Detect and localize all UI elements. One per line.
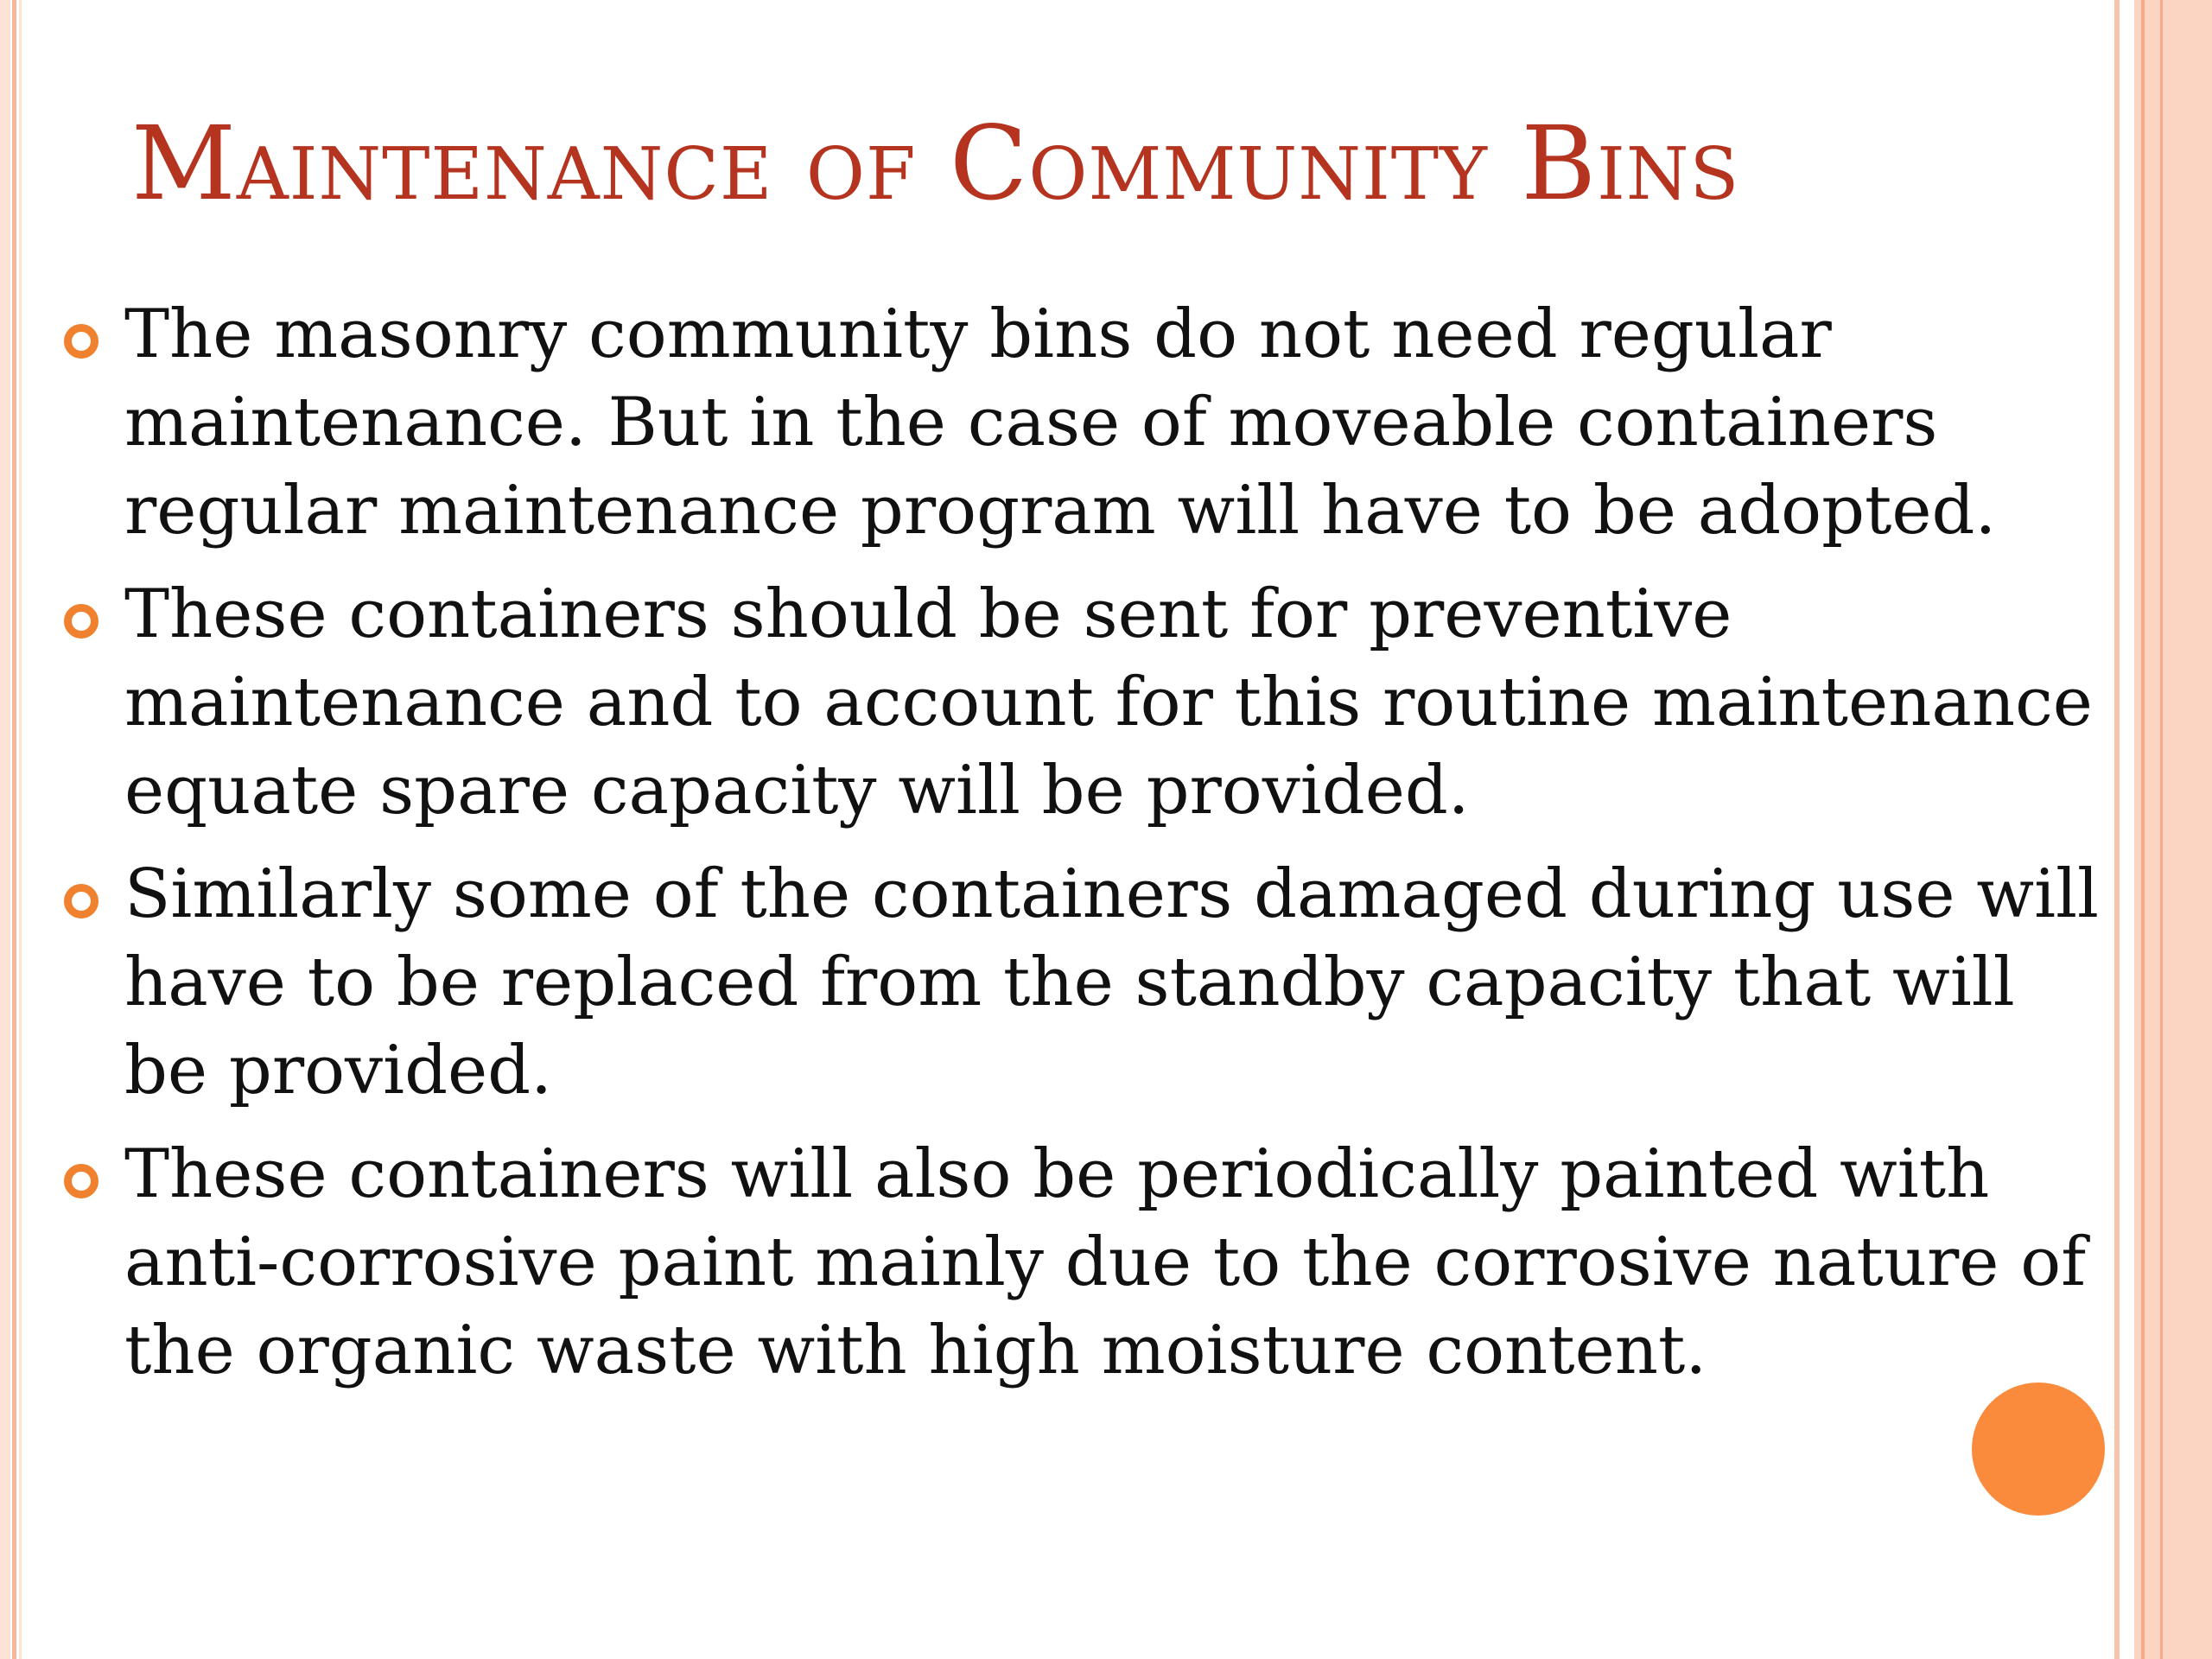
hollow-circle-bullet-icon <box>64 884 99 918</box>
hollow-circle-bullet-icon <box>64 604 99 639</box>
left-border-stripe <box>19 0 22 1659</box>
decorative-orange-circle <box>1972 1382 2105 1516</box>
bullet-text: These containers will also be periodically painted with anti-corrosive paint mainly due to the corrosive nature of the organic waste with high moisture content. <box>124 1135 2087 1389</box>
left-border-stripe <box>12 0 16 1659</box>
right-border-band <box>2134 0 2212 1659</box>
right-border-gap <box>2120 0 2134 1659</box>
left-border-stripe <box>0 0 10 1659</box>
right-border-line <box>2141 0 2145 1659</box>
right-border-line <box>2160 0 2163 1659</box>
hollow-circle-bullet-icon <box>64 1164 99 1198</box>
bullet-text: The masonry community bins do not need regular maintenance. But in the case of moveable containers regular maintenance program will have to be adopted. <box>124 296 1997 550</box>
bullet-item <box>52 570 2108 835</box>
slide-title: Maintenance of Community Bins <box>131 104 1740 223</box>
bullet-text: These containers should be sent for preventive maintenance and to account for this routine maintenance equate spare capacity will be provided. <box>124 575 2093 830</box>
bullet-item <box>52 850 2108 1115</box>
bullet-text: Similarly some of the containers damaged during use will have to be replaced from the standby capacity that will be provided. <box>124 855 2099 1109</box>
bullet-item <box>52 290 2108 555</box>
bullet-list <box>52 290 2108 1410</box>
bullet-item <box>52 1130 2108 1395</box>
hollow-circle-bullet-icon <box>64 324 99 359</box>
